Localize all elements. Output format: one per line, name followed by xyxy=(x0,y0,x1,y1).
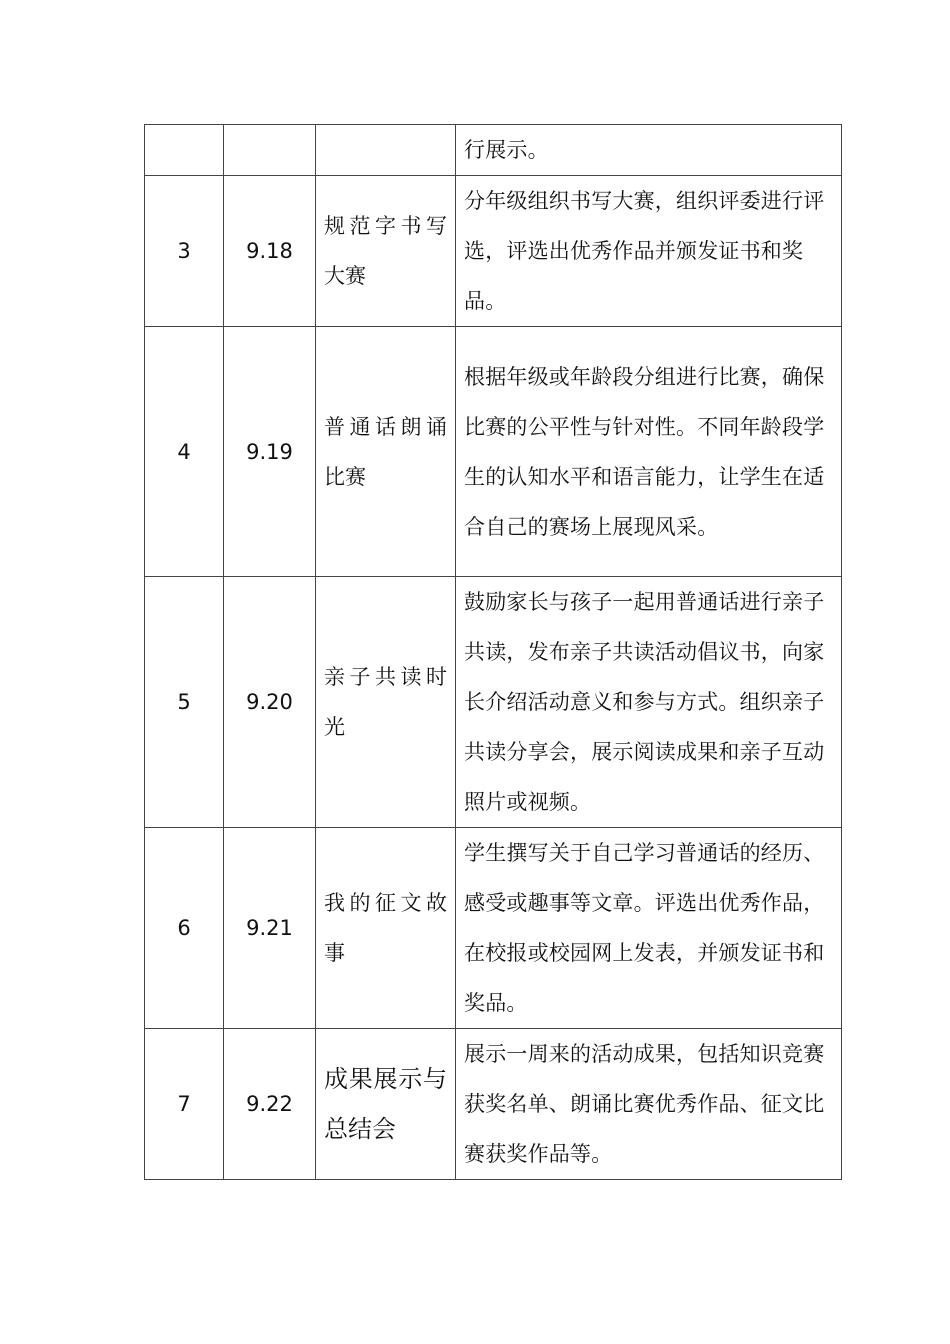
row-number: 3 xyxy=(145,176,224,327)
activity-name: 亲子共读时光 xyxy=(316,577,456,828)
activity-description: 学生撰写关于自己学习普通话的经历、感受或趣事等文章。评选出优秀作品，在校报或校园网上发表，并颁发证书和奖品。 xyxy=(456,828,842,1029)
activity-description: 鼓励家长与孩子一起用普通话进行亲子共读，发布亲子共读活动倡议书，向家长介绍活动意义和参与方式。组织亲子共读分享会，展示阅读成果和亲子互动照片或视频。 xyxy=(456,577,842,828)
row-number: 4 xyxy=(145,327,224,577)
row-date: 9.21 xyxy=(224,828,316,1029)
activity-description: 分年级组织书写大赛，组织评委进行评选，评选出优秀作品并颁发证书和奖品。 xyxy=(456,176,842,327)
activity-name: 成果展示与总结会 xyxy=(316,1029,456,1180)
row-number: 7 xyxy=(145,1029,224,1180)
activity-name xyxy=(316,125,456,176)
activity-name: 普通话朗诵比赛 xyxy=(316,327,456,577)
row-number xyxy=(145,125,224,176)
table-row xyxy=(145,1029,842,1180)
row-date xyxy=(224,125,316,176)
row-date: 9.18 xyxy=(224,176,316,327)
table-row xyxy=(145,577,842,828)
row-date: 9.22 xyxy=(224,1029,316,1180)
row-date: 9.20 xyxy=(224,577,316,828)
table-row xyxy=(145,176,842,327)
table-row xyxy=(145,828,842,1029)
activity-description: 根据年级或年龄段分组进行比赛，确保比赛的公平性与针对性。不同年龄段学生的认知水平和语言能力，让学生在适合自己的赛场上展现风采。 xyxy=(456,327,842,577)
activity-description: 行展示。 xyxy=(456,125,842,176)
table-row xyxy=(145,125,842,176)
row-number: 5 xyxy=(145,577,224,828)
schedule-table xyxy=(144,124,842,1180)
row-date: 9.19 xyxy=(224,327,316,577)
row-number: 6 xyxy=(145,828,224,1029)
activity-description: 展示一周来的活动成果，包括知识竞赛获奖名单、朗诵比赛优秀作品、征文比赛获奖作品等。 xyxy=(456,1029,842,1180)
table-row xyxy=(145,327,842,577)
activity-name: 我的征文故事 xyxy=(316,828,456,1029)
activity-name: 规范字书写大赛 xyxy=(316,176,456,327)
